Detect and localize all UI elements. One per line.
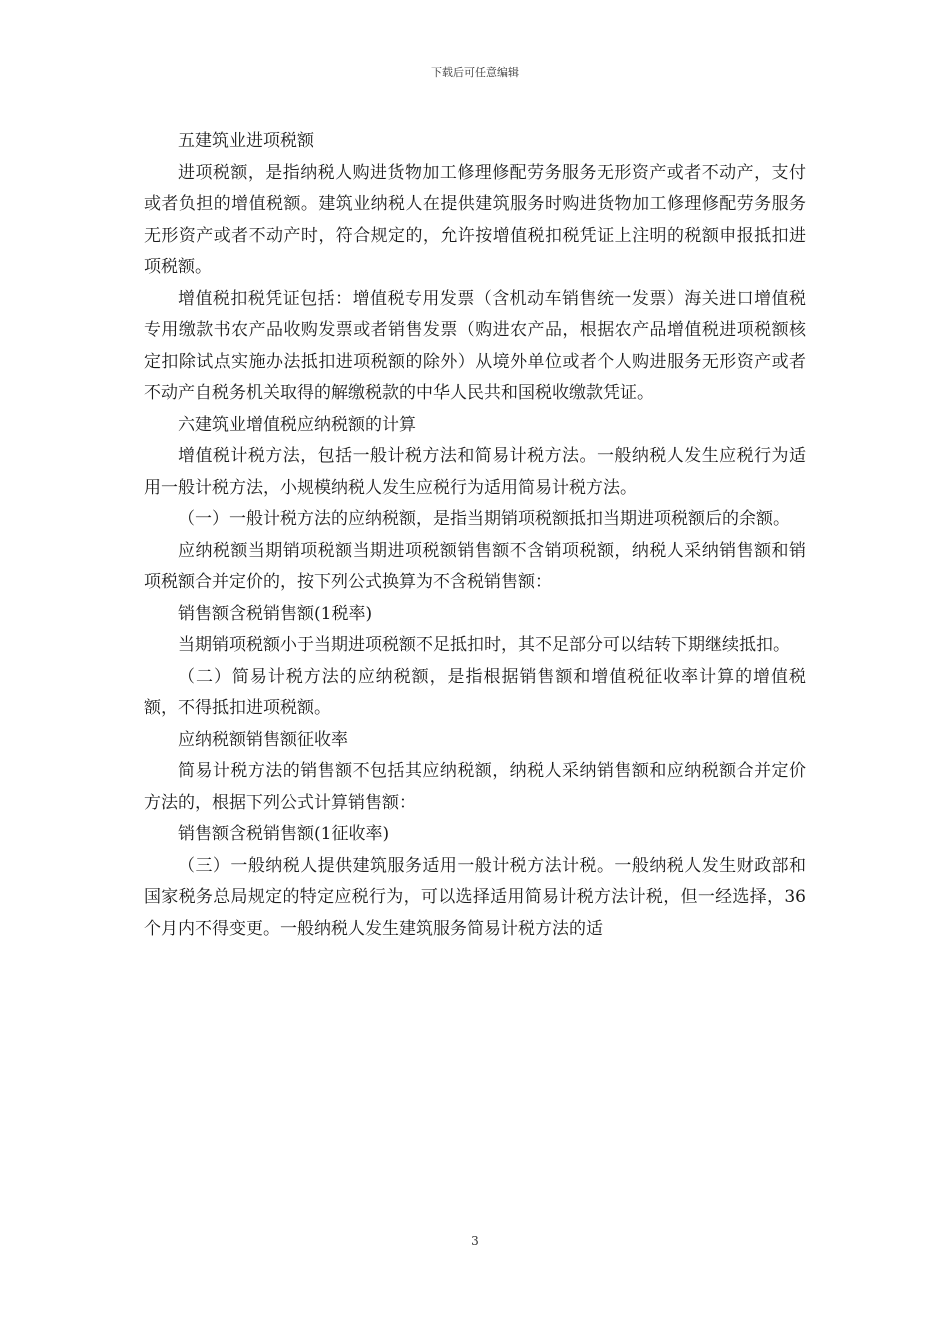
formula-line: 应纳税额销售额征收率: [178, 729, 348, 750]
formula-line: 销售额含税销售额(1征收率): [178, 824, 390, 844]
paragraph: （一）一般计税方法的应纳税额，是指当期销项税额抵扣当期进项税额后的余额。: [178, 509, 790, 529]
paragraph: 增值税扣税凭证包括：增值税专用发票（含机动车销售统一发票）海关进口增值税专用缴款书农产品收购发票或者销售发票（购进农产品，根据农产品增值税进项税额核定扣除试点实施办法抵扣进项税额的除外）从境外单位或者个人购进服务无形资产或者不动产自税务机关取得的解缴税款的中华人民共和国税收缴款凭证。: [144, 288, 806, 403]
formula-line: 销售额含税销售额(1税率): [178, 603, 373, 624]
paragraph: 进项税额，是指纳税人购进货物加工修理修配劳务服务无形资产或者不动产，支付或者负担的增值税额。建筑业纳税人在提供建筑服务时购进货物加工修理修配劳务服务无形资产或者不动产时，符合规定的，允许按增值税扣税凭证上注明的税额申报抵扣进项税额。: [144, 162, 806, 277]
paragraph: 增值税计税方法，包括一般计税方法和简易计税方法。一般纳税人发生应税行为适用一般计税方法，小规模纳税人发生应税行为适用简易计税方法。: [144, 446, 806, 498]
paragraph: （三）一般纳税人提供建筑服务适用一般计税方法计税。一般纳税人发生财政部和国家税务总局规定的特定应税行为，可以选择适用简易计税方法计税，但一经选择，36个月内不得变更。一般纳税人发生建筑服务简易计税方法的适: [144, 855, 806, 939]
paragraph: 简易计税方法的销售额不包括其应纳税额，纳税人采纳销售额和应纳税额合并定价方法的，根据下列公式计算销售额：: [144, 761, 806, 813]
paragraph: （二）简易计税方法的应纳税额，是指根据销售额和增值税征收率计算的增值税额，不得抵扣进项税额。: [144, 666, 806, 718]
section-heading-tax-calculation: 六建筑业增值税应纳税额的计算: [178, 414, 416, 435]
page-header: 下载后可任意编辑: [431, 66, 519, 79]
section-heading-input-tax: 五建筑业进项税额: [178, 131, 314, 151]
paragraph: 应纳税额当期销项税额当期进项税额销售额不含销项税额，纳税人采纳销售额和销项税额合并定价的，按下列公式换算为不含税销售额：: [144, 540, 806, 592]
page-number: 3: [471, 1234, 479, 1248]
paragraph: 当期销项税额小于当期进项税额不足抵扣时，其不足部分可以结转下期继续抵扣。: [178, 635, 790, 655]
document-body: [144, 126, 806, 945]
